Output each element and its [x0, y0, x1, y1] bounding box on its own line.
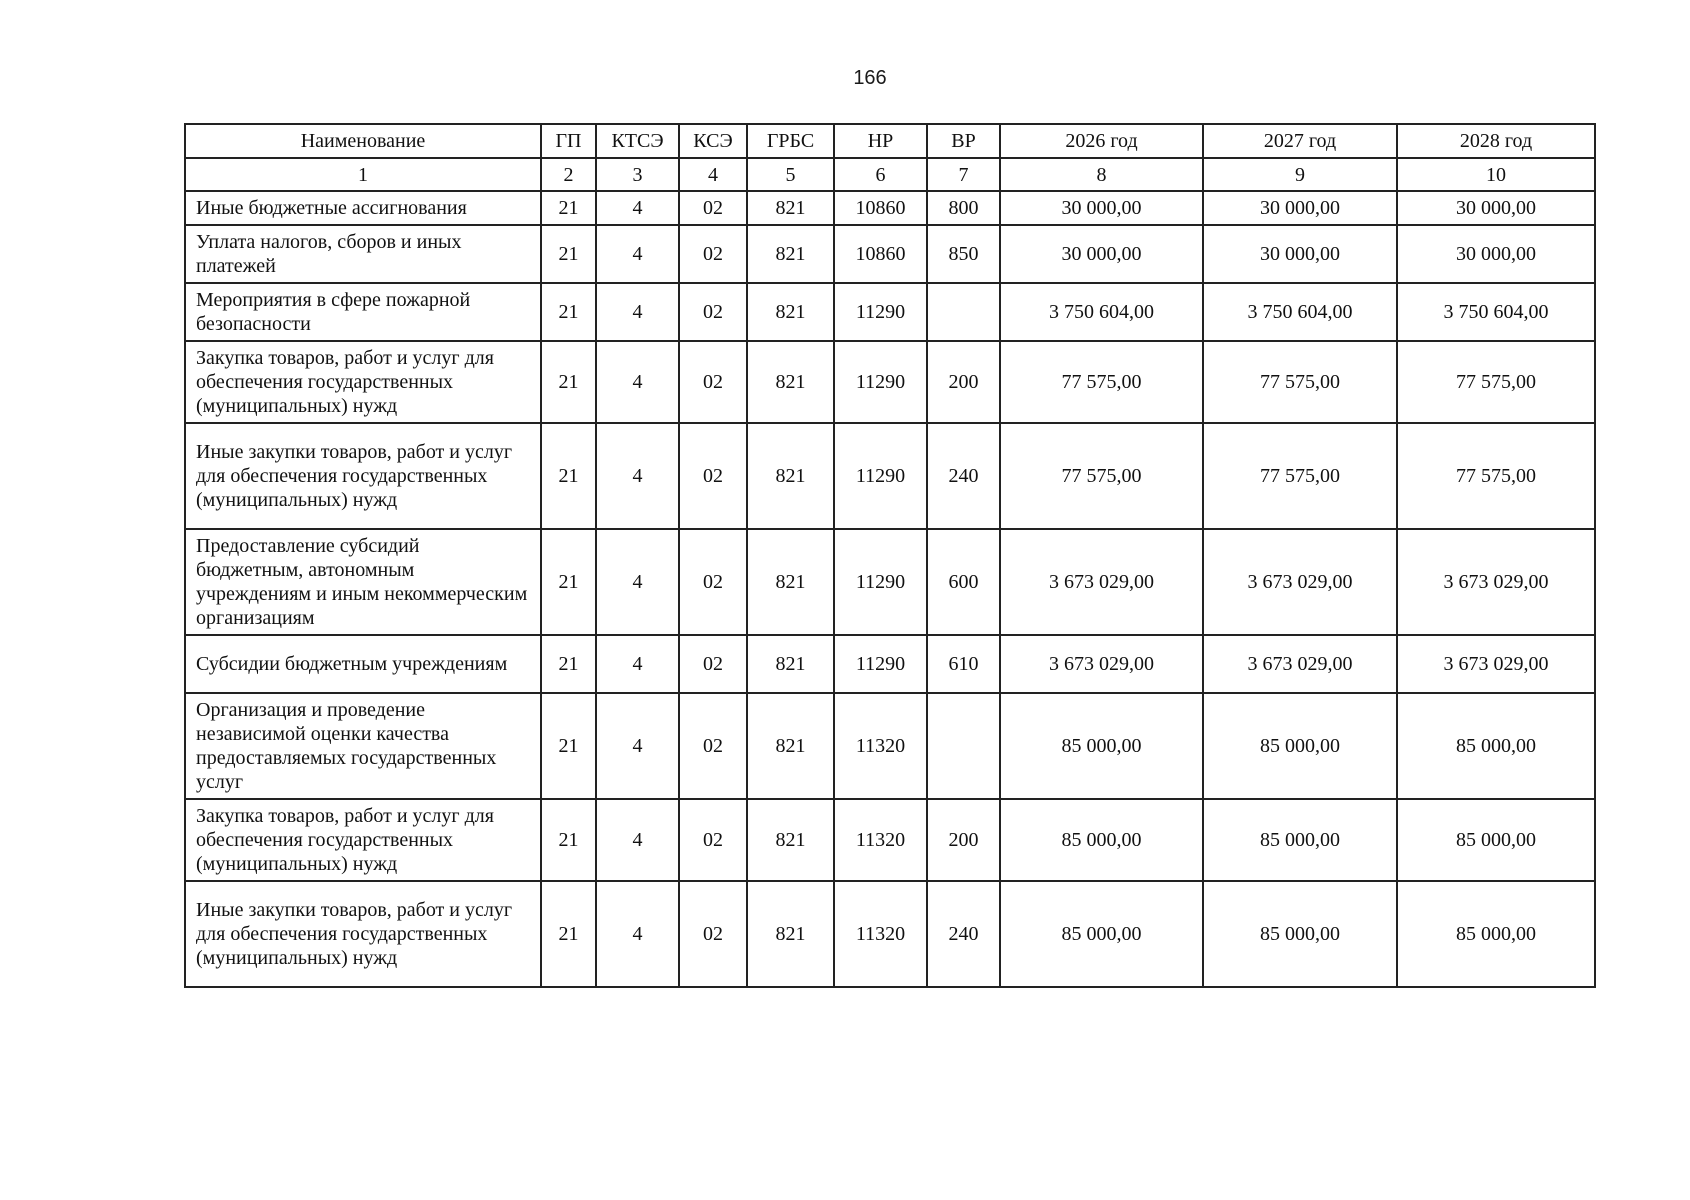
cell-ktse: 4: [596, 799, 679, 881]
header-ktse: КТСЭ: [596, 124, 679, 158]
cell-2028: 3 750 604,00: [1397, 283, 1595, 341]
column-number: 2: [541, 158, 596, 191]
column-number: 4: [679, 158, 747, 191]
cell-2027: 30 000,00: [1203, 191, 1397, 225]
budget-table: [184, 123, 1596, 988]
cell-kse: 02: [679, 799, 747, 881]
cell-ktse: 4: [596, 881, 679, 987]
cell-name: Закупка товаров, работ и услуг для обеспечения государственных (муниципальных) нужд: [185, 799, 541, 881]
cell-name: Иные бюджетные ассигнования: [185, 191, 541, 225]
cell-grbs: 821: [747, 529, 834, 635]
cell-grbs: 821: [747, 799, 834, 881]
cell-2026: 30 000,00: [1000, 225, 1203, 283]
cell-vr: 800: [927, 191, 1000, 225]
cell-2028: 85 000,00: [1397, 693, 1595, 799]
cell-grbs: 821: [747, 283, 834, 341]
table-row: [185, 191, 1595, 225]
cell-gp: 21: [541, 881, 596, 987]
column-number-row: [185, 158, 1595, 191]
cell-2027: 77 575,00: [1203, 341, 1397, 423]
cell-nr: 11320: [834, 693, 927, 799]
table-row: [185, 283, 1595, 341]
cell-vr: 600: [927, 529, 1000, 635]
cell-ktse: 4: [596, 693, 679, 799]
cell-nr: 10860: [834, 225, 927, 283]
cell-ktse: 4: [596, 423, 679, 529]
table-row: [185, 799, 1595, 881]
cell-nr: 11290: [834, 283, 927, 341]
cell-gp: 21: [541, 635, 596, 693]
cell-vr: 610: [927, 635, 1000, 693]
cell-2028: 30 000,00: [1397, 225, 1595, 283]
header-vr: ВР: [927, 124, 1000, 158]
cell-2026: 85 000,00: [1000, 799, 1203, 881]
cell-kse: 02: [679, 693, 747, 799]
cell-kse: 02: [679, 881, 747, 987]
cell-name: Мероприятия в сфере пожарной безопасности: [185, 283, 541, 341]
cell-grbs: 821: [747, 225, 834, 283]
cell-grbs: 821: [747, 423, 834, 529]
cell-2028: 3 673 029,00: [1397, 635, 1595, 693]
column-number: 3: [596, 158, 679, 191]
table-row: [185, 341, 1595, 423]
cell-2027: 85 000,00: [1203, 799, 1397, 881]
cell-kse: 02: [679, 341, 747, 423]
column-number: 6: [834, 158, 927, 191]
cell-2027: 85 000,00: [1203, 881, 1397, 987]
cell-2026: 77 575,00: [1000, 341, 1203, 423]
table-row: [185, 693, 1595, 799]
cell-nr: 11320: [834, 799, 927, 881]
cell-2026: 3 750 604,00: [1000, 283, 1203, 341]
cell-gp: 21: [541, 799, 596, 881]
cell-2028: 3 673 029,00: [1397, 529, 1595, 635]
cell-vr: 200: [927, 799, 1000, 881]
cell-nr: 10860: [834, 191, 927, 225]
cell-nr: 11290: [834, 341, 927, 423]
cell-2027: 77 575,00: [1203, 423, 1397, 529]
cell-2028: 30 000,00: [1397, 191, 1595, 225]
header-2028: 2028 год: [1397, 124, 1595, 158]
cell-name: Субсидии бюджетным учреждениям: [185, 635, 541, 693]
cell-ktse: 4: [596, 283, 679, 341]
cell-nr: 11320: [834, 881, 927, 987]
cell-gp: 21: [541, 341, 596, 423]
cell-kse: 02: [679, 191, 747, 225]
cell-ktse: 4: [596, 635, 679, 693]
cell-ktse: 4: [596, 191, 679, 225]
column-number: 8: [1000, 158, 1203, 191]
cell-2026: 85 000,00: [1000, 881, 1203, 987]
cell-2028: 77 575,00: [1397, 341, 1595, 423]
cell-2027: 85 000,00: [1203, 693, 1397, 799]
cell-grbs: 821: [747, 881, 834, 987]
page-number: 166: [853, 67, 887, 89]
cell-vr: 240: [927, 881, 1000, 987]
cell-grbs: 821: [747, 191, 834, 225]
cell-gp: 21: [541, 423, 596, 529]
table-row: [185, 635, 1595, 693]
cell-2026: 3 673 029,00: [1000, 529, 1203, 635]
cell-2027: 3 673 029,00: [1203, 529, 1397, 635]
cell-vr: [927, 693, 1000, 799]
cell-2028: 85 000,00: [1397, 799, 1595, 881]
cell-ktse: 4: [596, 529, 679, 635]
cell-grbs: 821: [747, 635, 834, 693]
cell-ktse: 4: [596, 341, 679, 423]
cell-2028: 77 575,00: [1397, 423, 1595, 529]
cell-gp: 21: [541, 225, 596, 283]
column-number: 5: [747, 158, 834, 191]
header-kse: КСЭ: [679, 124, 747, 158]
cell-2027: 3 673 029,00: [1203, 635, 1397, 693]
cell-vr: 850: [927, 225, 1000, 283]
cell-2026: 85 000,00: [1000, 693, 1203, 799]
cell-name: Иные закупки товаров, работ и услуг для обеспечения государственных (муниципальных) нужд: [185, 423, 541, 529]
header-row: [185, 124, 1595, 158]
cell-2026: 30 000,00: [1000, 191, 1203, 225]
table-row: [185, 225, 1595, 283]
cell-name: Организация и проведение независимой оценки качества предоставляемых государственных услуг: [185, 693, 541, 799]
cell-kse: 02: [679, 635, 747, 693]
cell-kse: 02: [679, 423, 747, 529]
cell-gp: 21: [541, 693, 596, 799]
cell-2027: 3 750 604,00: [1203, 283, 1397, 341]
cell-name: Иные закупки товаров, работ и услуг для обеспечения государственных (муниципальных) нужд: [185, 881, 541, 987]
cell-2027: 30 000,00: [1203, 225, 1397, 283]
header-2027: 2027 год: [1203, 124, 1397, 158]
cell-vr: [927, 283, 1000, 341]
cell-nr: 11290: [834, 529, 927, 635]
column-number: 7: [927, 158, 1000, 191]
cell-grbs: 821: [747, 693, 834, 799]
column-number: 10: [1397, 158, 1595, 191]
cell-gp: 21: [541, 529, 596, 635]
header-2026: 2026 год: [1000, 124, 1203, 158]
column-number: 1: [185, 158, 541, 191]
cell-nr: 11290: [834, 635, 927, 693]
cell-ktse: 4: [596, 225, 679, 283]
cell-name: Закупка товаров, работ и услуг для обеспечения государственных (муниципальных) нужд: [185, 341, 541, 423]
cell-name: Предоставление субсидий бюджетным, автономным учреждениям и иным некоммерческим организациям: [185, 529, 541, 635]
table-row: [185, 881, 1595, 987]
cell-kse: 02: [679, 283, 747, 341]
header-name: Наименование: [185, 124, 541, 158]
header-nr: НР: [834, 124, 927, 158]
cell-2026: 77 575,00: [1000, 423, 1203, 529]
cell-gp: 21: [541, 283, 596, 341]
header-gp: ГП: [541, 124, 596, 158]
cell-grbs: 821: [747, 341, 834, 423]
header-grbs: ГРБС: [747, 124, 834, 158]
cell-vr: 200: [927, 341, 1000, 423]
table-row: [185, 529, 1595, 635]
cell-vr: 240: [927, 423, 1000, 529]
cell-gp: 21: [541, 191, 596, 225]
table-row: [185, 423, 1595, 529]
cell-name: Уплата налогов, сборов и иных платежей: [185, 225, 541, 283]
cell-2026: 3 673 029,00: [1000, 635, 1203, 693]
cell-kse: 02: [679, 529, 747, 635]
cell-kse: 02: [679, 225, 747, 283]
column-number: 9: [1203, 158, 1397, 191]
cell-2028: 85 000,00: [1397, 881, 1595, 987]
cell-nr: 11290: [834, 423, 927, 529]
